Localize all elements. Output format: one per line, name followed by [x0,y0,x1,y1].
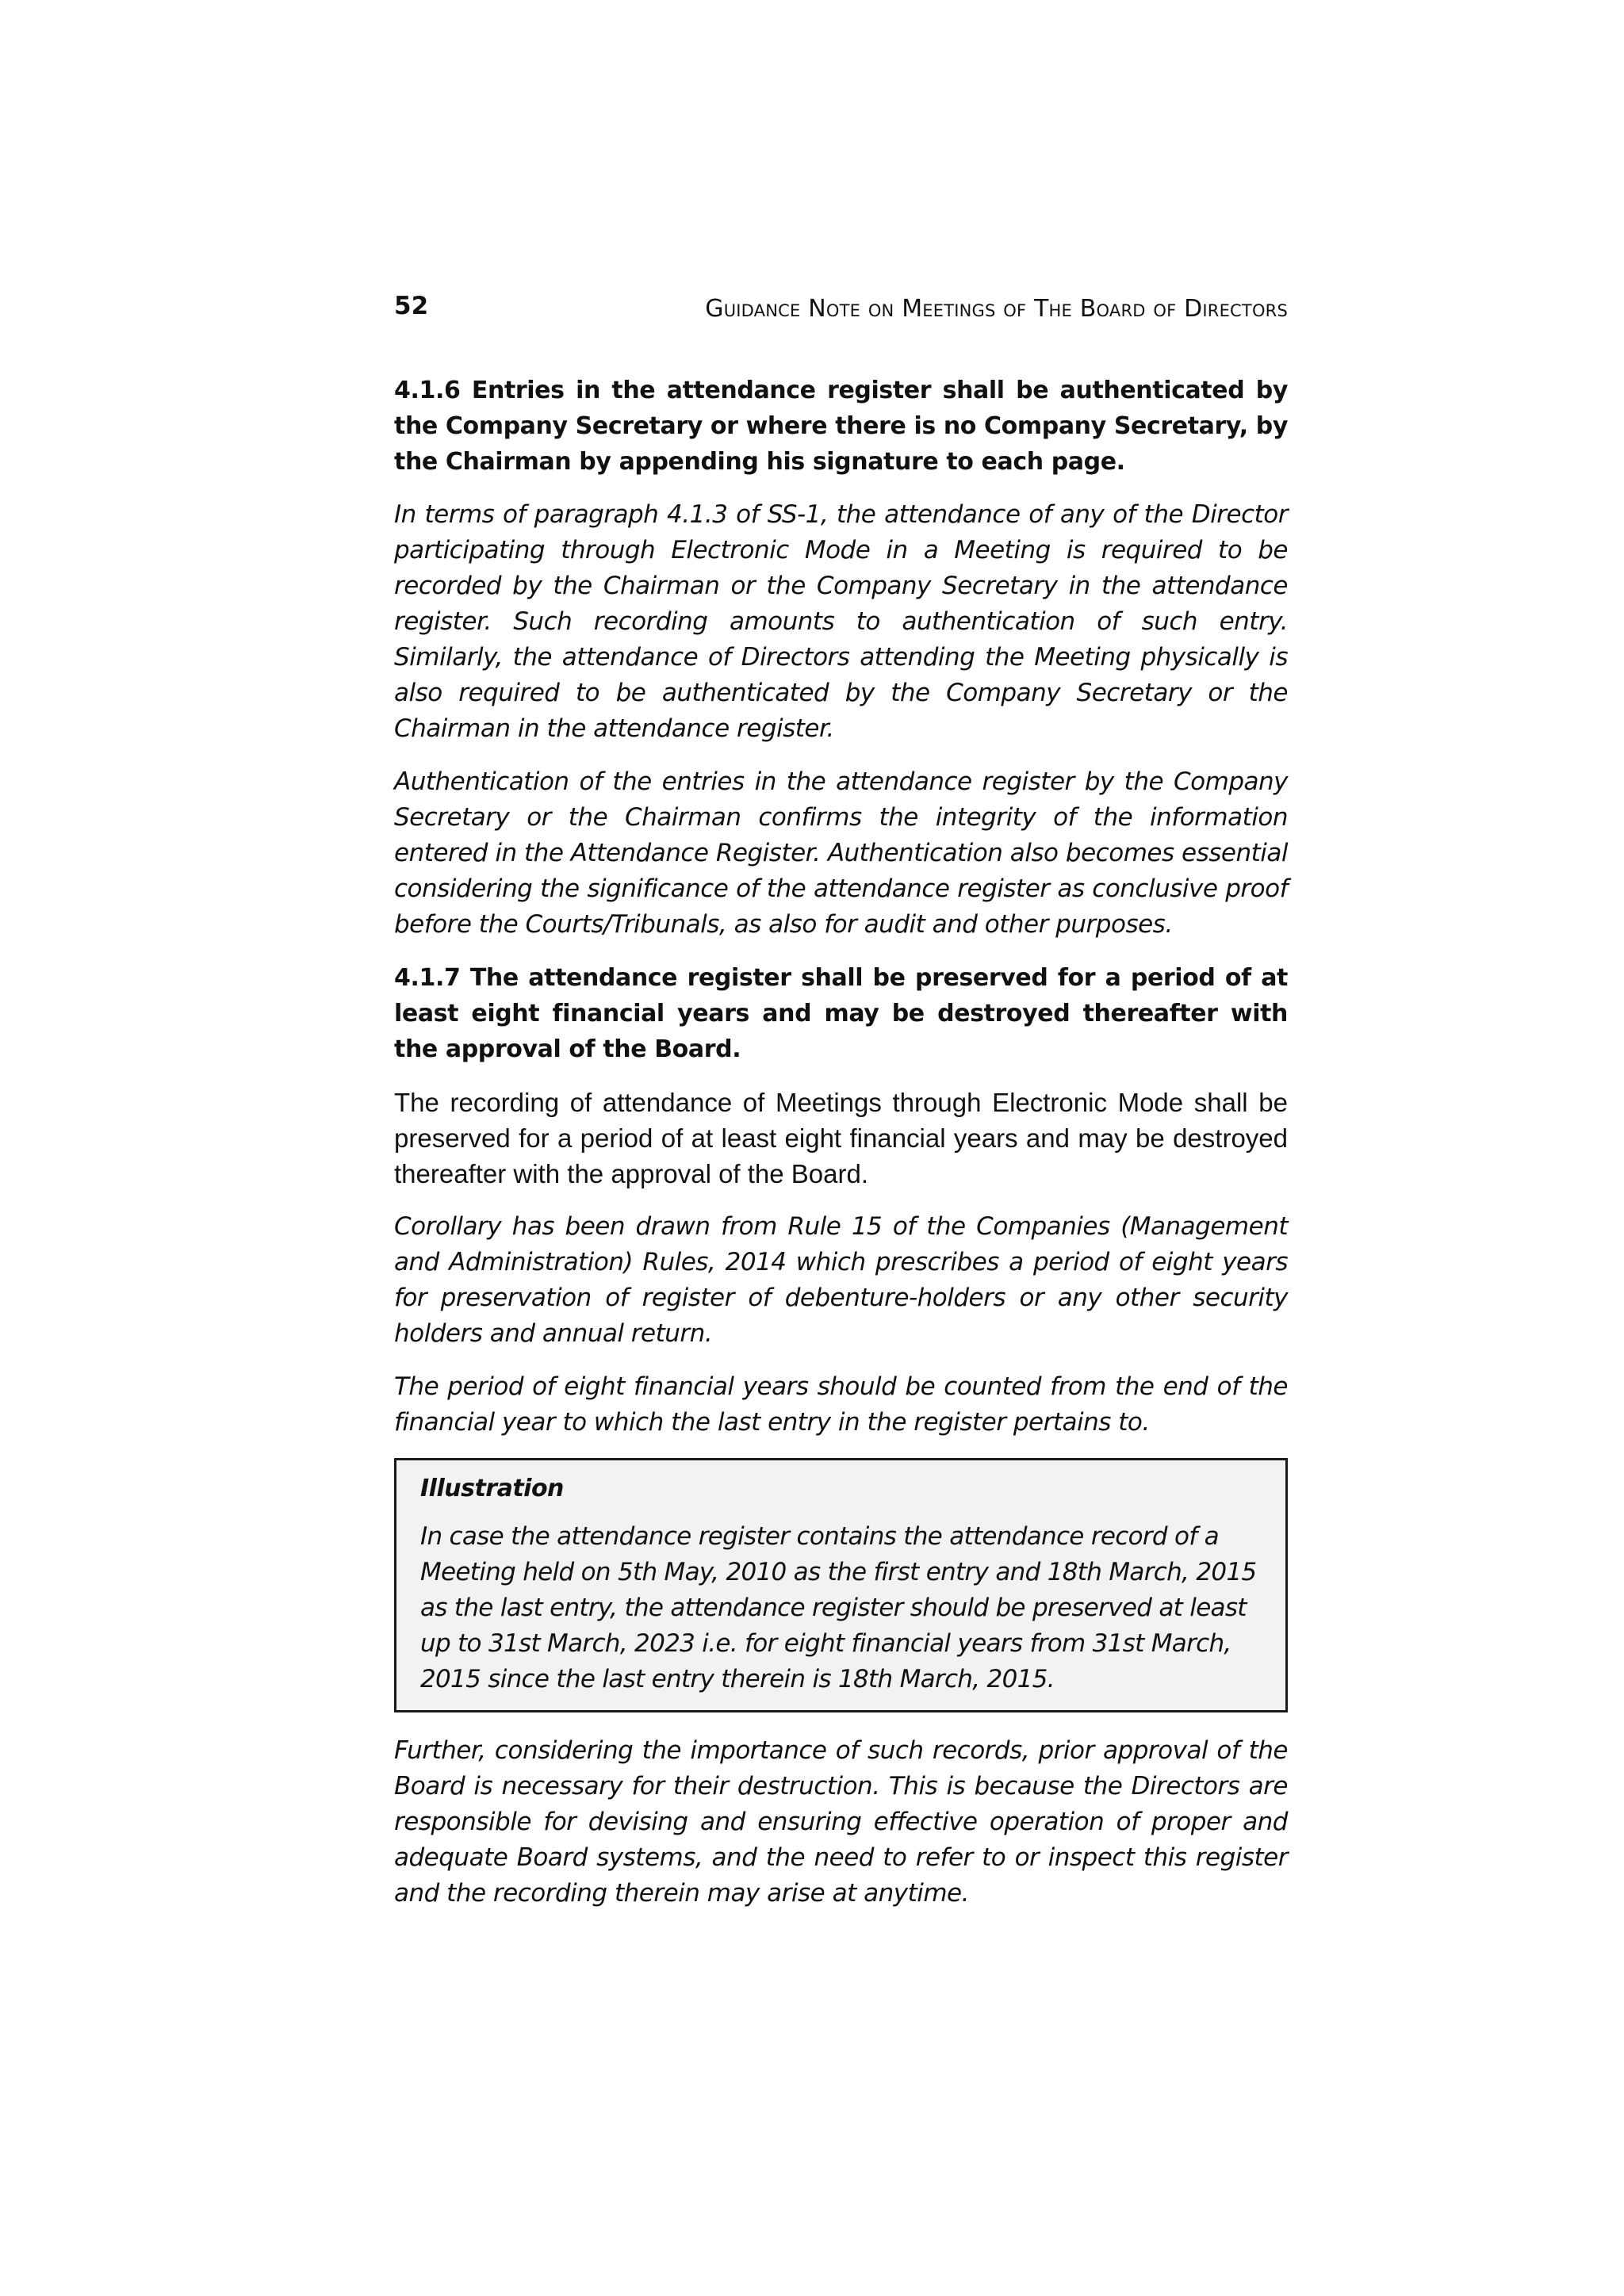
page-number: 52 [394,292,429,320]
illustration-box [394,1458,1288,1712]
section-4-1-7-paragraph-2: Corollary has been drawn from Rule 15 of the Companies (Management and Administration) Rules, 2014 which prescribes a period of eight years for preservation of register of debenture-holders or any other security holders and annual return. [394,1212,1288,1348]
page-body [394,373,1288,1929]
section-4-1-7-paragraph-1: The recording of attendance of Meetings through Electronic Mode shall be preserved for a period of at least eight financial years and may be destroyed thereafter with the approval of the Board. [394,1088,1288,1188]
section-4-1-7-paragraph-3: The period of eight financial years should be counted from the end of the financial year to which the last entry in the register pertains to. [394,1372,1288,1437]
section-4-1-7-heading: 4.1.7 The attendance register shall be preserved for a period of at least eight financial years and may be destroyed thereafter with the approval of the Board. [394,964,1288,1063]
section-4-1-6-paragraph-2: Authentication of the entries in the attendance register by the Company Secretary or the Chairman confirms the integrity of the information entered in the Attendance Register. Authentication also becomes essential considering the significance of the attendance register as conclusive proof before the Courts/Tribunals, as also for audit and other purposes. [394,767,1288,939]
running-header-title: Guidance Note on Meetings of The Board of Directors [705,295,1288,323]
section-4-1-6-heading: 4.1.6 Entries in the attendance register shall be authenticated by the Company Secretary or where there is no Company Secretary, by the Chairman by appending his signature to each page. [394,377,1288,476]
illustration-text: In case the attendance register contains the attendance record of a Meeting held on 5th May, 2010 as the first entry and 18th March, 2015 as the last entry, the attendance register should be preserved at least up to 31st March, 2023 i.e. for eight financial years from 31st March, 2015 since the last entry therein is 18th March, 2015. [420,1522,1257,1693]
closing-paragraph: Further, considering the importance of such records, prior approval of the Board is necessary for their destruction. This is because the Directors are responsible for devising and ensuring effective operation of proper and adequate Board systems, and the need to refer to or inspect this register and the recording therein may arise at anytime. [394,1736,1288,1908]
illustration-title: Illustration [420,1475,564,1502]
section-4-1-6-paragraph-1: In terms of paragraph 4.1.3 of SS-1, the attendance of any of the Director participating through Electronic Mode in a Meeting is required to be recorded by the Chairman or the Company Secretary in the attendance register. Such recording amounts to authentication of such entry. Similarly, the attendance of Directors attending the Meeting physically is also required to be authenticated by the Company Secretary or the Chairman in the attendance register. [394,500,1288,743]
